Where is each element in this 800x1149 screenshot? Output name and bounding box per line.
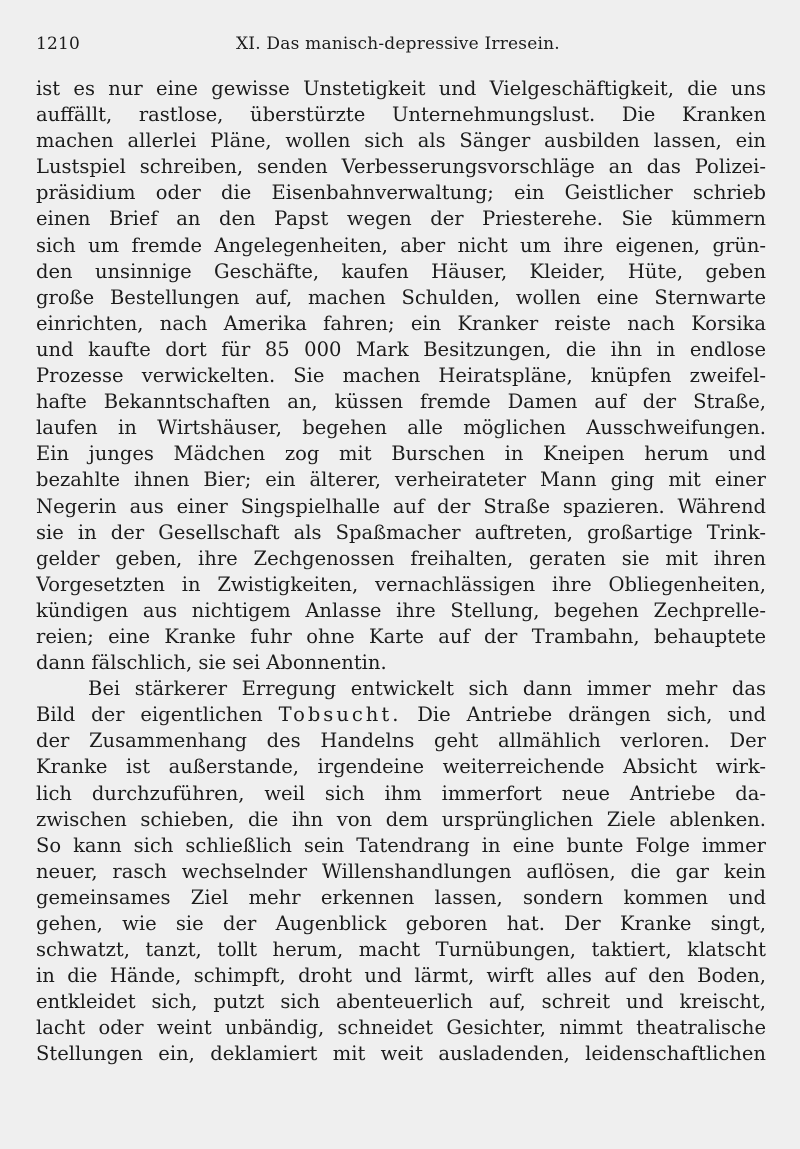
text-line: Vorgesetzten in Zwistigkeiten, vernachlässigen ihre Obliegenheiten, (36, 572, 766, 596)
page-number: 1210 (36, 34, 81, 54)
text-line: reien; eine Kranke fuhr ohne Karte auf der Trambahn, behauptete (36, 624, 766, 648)
text-line: gemeinsames Ziel mehr erkennen lassen, sondern kommen und (36, 885, 766, 909)
text-line: bezahlte ihnen Bier; ein älterer, verheirateter Mann ging mit einer (36, 468, 766, 492)
text-line: in die Hände, schimpft, droht und lärmt, wirft alles auf den Boden, (36, 964, 766, 988)
text-line: Stellungen ein, deklamiert mit weit ausladenden, leidenschaftlichen (36, 1042, 766, 1066)
text-line: präsidium oder die Eisenbahnverwaltung; ein Geistlicher schrieb (36, 181, 766, 205)
text-line: Kranke ist außerstande, irgendeine weiterreichende Absicht wirk- (36, 755, 766, 779)
text-line: einen Brief an den Papst wegen der Priesterehe. Sie kümmern (36, 207, 766, 231)
text-line: laufen in Wirtshäuser, begehen alle möglichen Ausschweifungen. (36, 416, 766, 440)
paragraph-last-line: dann fälschlich, sie sei Abonnentin. (36, 651, 387, 675)
text-segment: Die Antriebe drängen sich, und (417, 703, 766, 727)
text-line-with-emphasis (36, 702, 766, 728)
text-segment: Bild der eigentlichen (36, 703, 263, 727)
text-line: ist es nur eine gewisse Unstetigkeit und Vielgeschäftigkeit, die uns (36, 77, 766, 100)
text-line: der Zusammenhang des Handelns geht allmählich verloren. Der (36, 729, 766, 753)
body-text (36, 76, 766, 1068)
text-line: und kaufte dort für 85 000 Mark Besitzungen, die ihn in endlose (36, 337, 766, 361)
text-line: schwatzt, tanzt, tollt herum, macht Turnübungen, taktiert, klatscht (36, 938, 766, 962)
text-line: sich um fremde Angelegenheiten, aber nicht um ihre eigenen, grün- (36, 233, 766, 257)
text-line: So kann sich schließlich sein Tatendrang in eine bunte Folge immer (36, 833, 766, 857)
text-line: machen allerlei Pläne, wollen sich als Sänger ausbilden lassen, ein (36, 129, 766, 153)
text-line: den unsinnige Geschäfte, kaufen Häuser, Kleider, Hüte, geben (36, 259, 766, 283)
text-line: zwischen schieben, die ihn von dem ursprünglichen Ziele ablenken. (36, 807, 766, 831)
text-line: gelder geben, ihre Zechgenossen freihalten, geraten sie mit ihren (36, 546, 766, 570)
text-line: Ein junges Mädchen zog mit Burschen in Kneipen herum und (36, 442, 766, 466)
text-line: hafte Bekanntschaften an, küssen fremde Damen auf der Straße, (36, 390, 766, 414)
text-line: sie in der Gesellschaft als Spaßmacher auftreten, großartige Trink- (36, 520, 766, 544)
paragraph-first-line: Bei stärkerer Erregung entwickelt sich dann immer mehr das (88, 677, 766, 701)
running-head (36, 34, 766, 58)
text-line: kündigen aus nichtigem Anlasse ihre Stellung, begehen Zechprelle- (36, 598, 766, 622)
chapter-title: XI. Das manisch-depressive Irresein. (236, 34, 560, 54)
text-line: große Bestellungen auf, machen Schulden, wollen eine Sternwarte (36, 285, 766, 309)
text-line: Prozesse verwickelten. Sie machen Heiratspläne, knüpfen zweifel- (36, 364, 766, 388)
text-line: neuer, rasch wechselnder Willenshandlungen auflösen, die gar kein (36, 859, 766, 883)
emphasized-term: Tobsucht. (278, 703, 402, 727)
text-line: lacht oder weint unbändig, schneidet Gesichter, nimmt theatralische (36, 1016, 766, 1040)
text-line: gehen, wie sie der Augenblick geboren hat. Der Kranke singt, (36, 912, 766, 935)
text-line: Negerin aus einer Singspielhalle auf der Straße spazieren. Während (36, 494, 766, 518)
text-line: auffällt, rastlose, überstürzte Unternehmungslust. Die Kranken (36, 103, 766, 127)
text-line: lich durchzuführen, weil sich ihm immerfort neue Antriebe da- (36, 781, 766, 805)
text-line: entkleidet sich, putzt sich abenteuerlich auf, schreit und kreischt, (36, 990, 766, 1014)
text-line: einrichten, nach Amerika fahren; ein Kranker reiste nach Korsika (36, 311, 766, 335)
text-line: Lustspiel schreiben, senden Verbesserungsvorschläge an das Polizei- (36, 155, 766, 179)
